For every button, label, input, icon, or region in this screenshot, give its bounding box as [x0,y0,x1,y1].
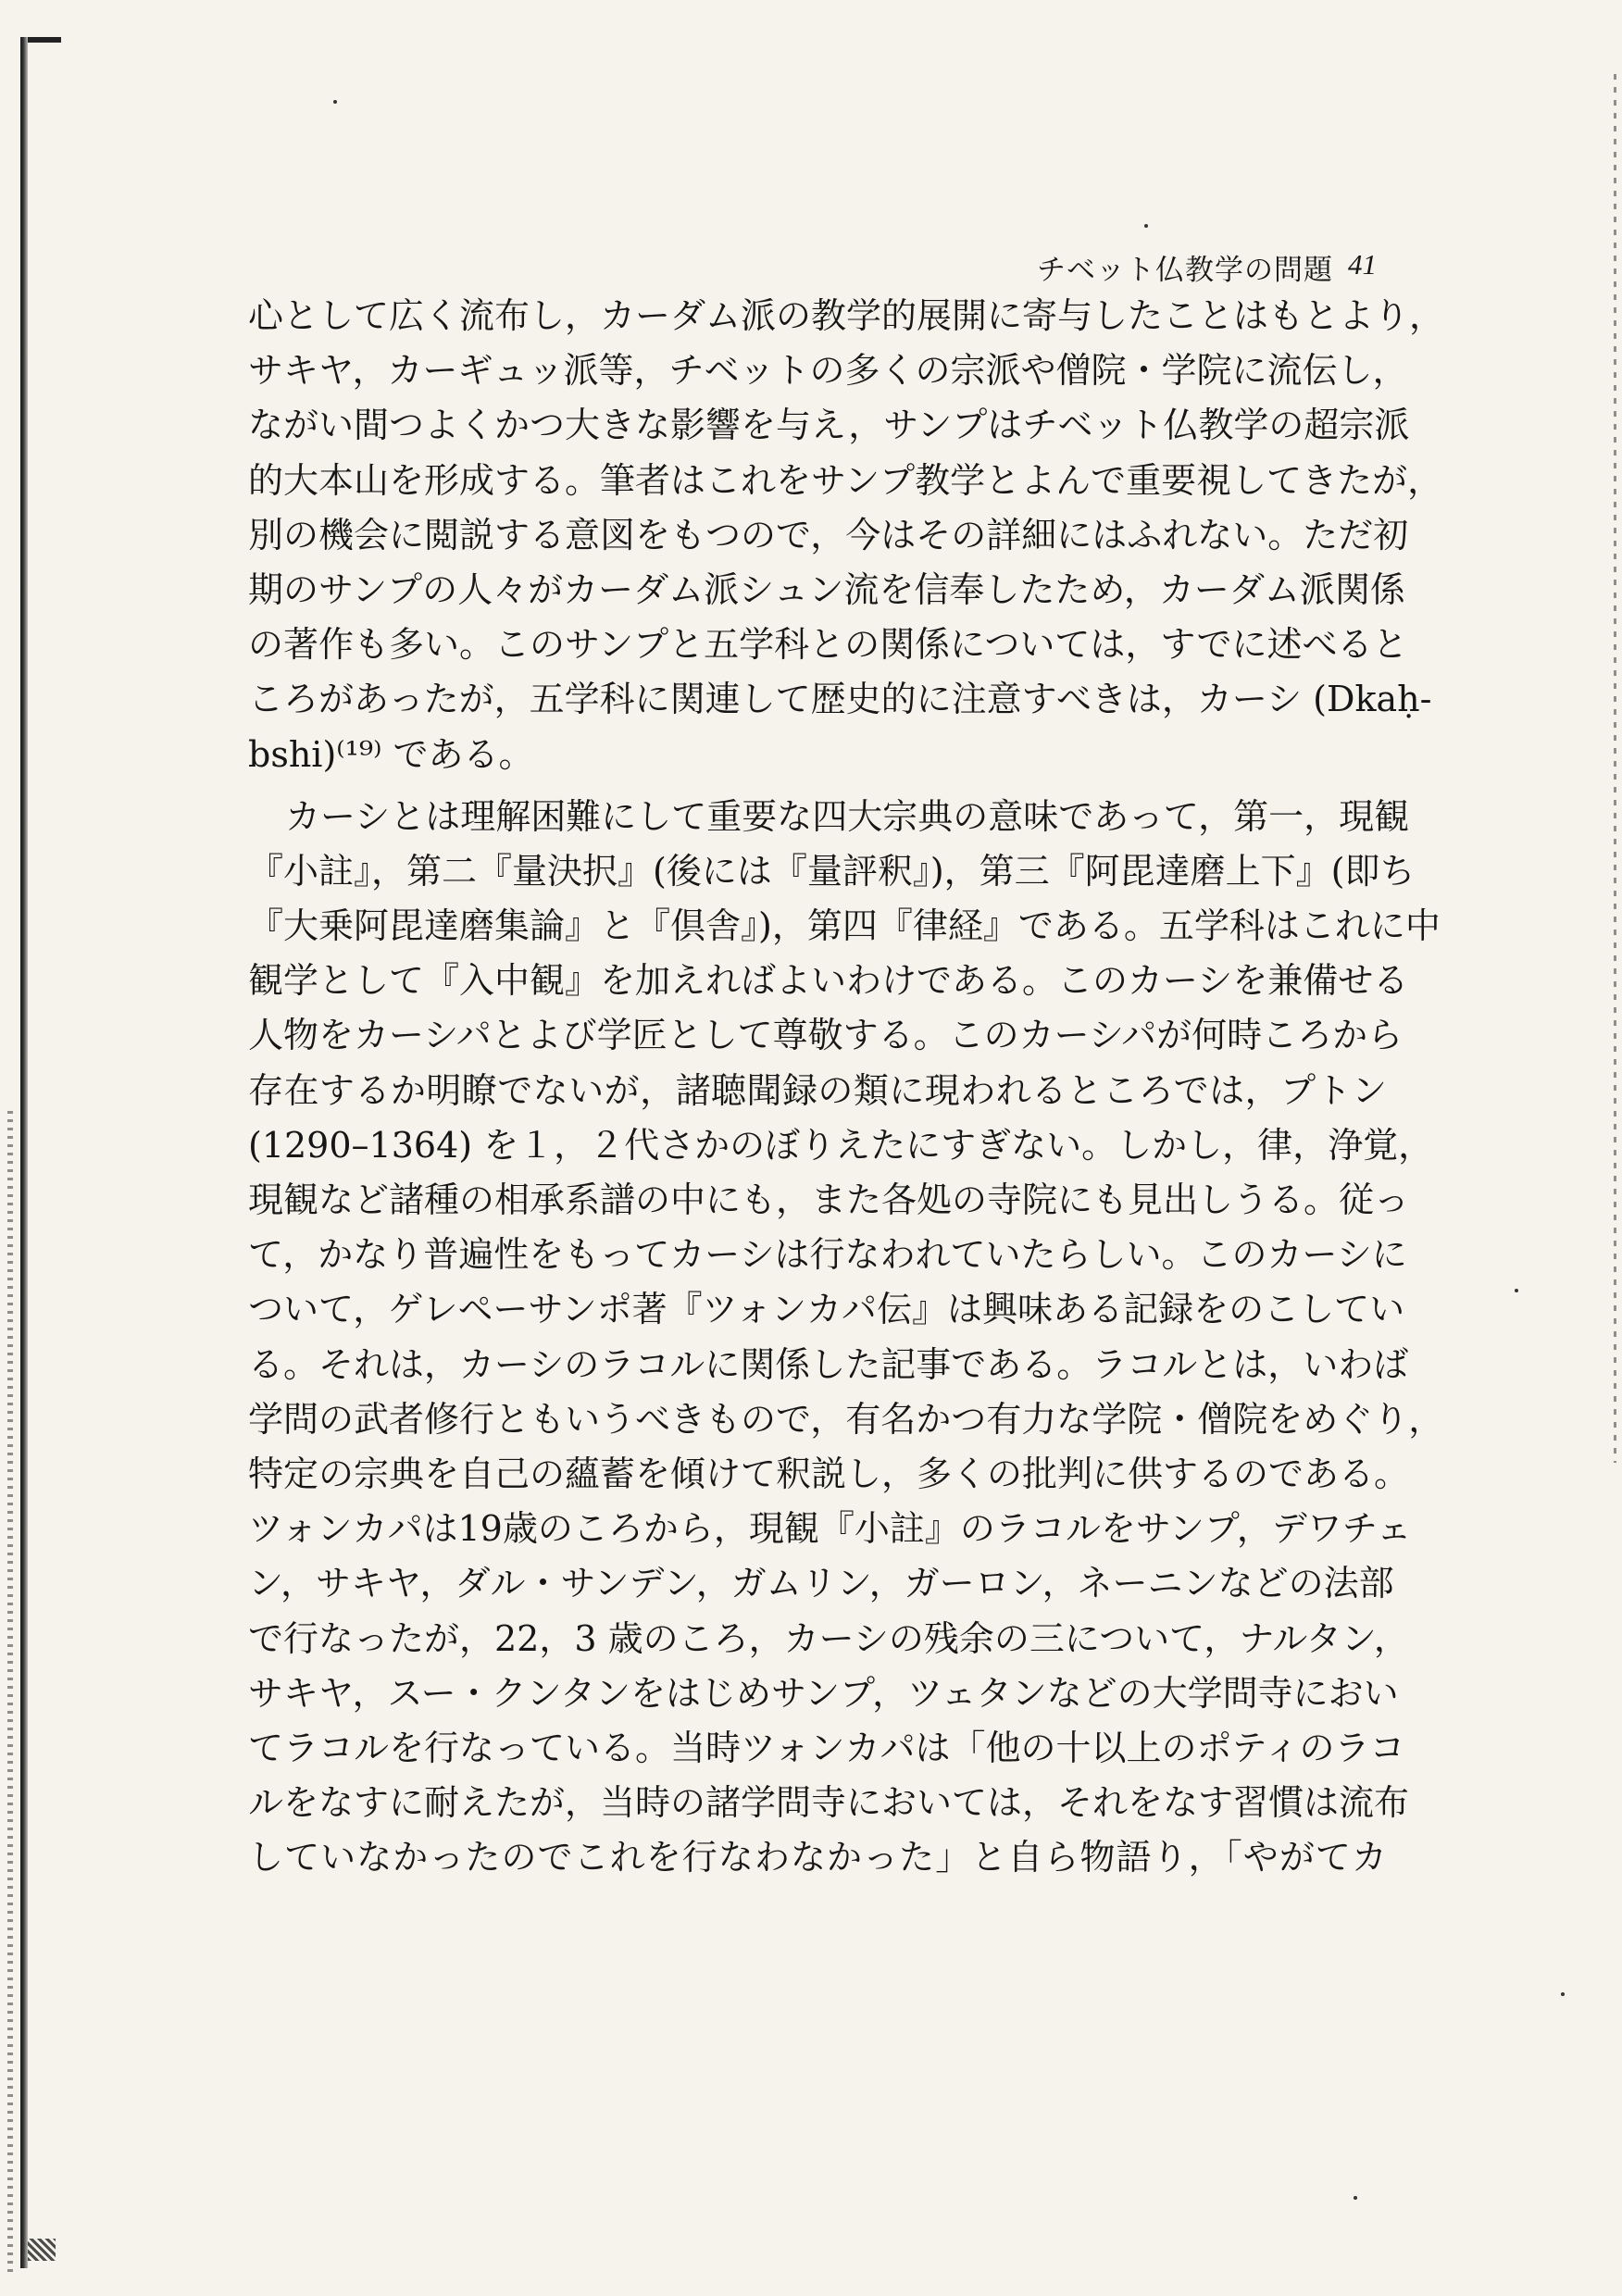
text-line: 観学として『入中観』を加えればよいわけである。このカーシを兼備せる [248,960,1409,1002]
text-line: していなかったのでこれを行なわなかった」と自ら物語り，「やがてカ [248,1837,1387,1878]
text-line: 別の機会に閲説する意図をもつので，今はその詳細にはふれない。ただ初 [248,514,1409,555]
text-line: で行なったが，22，3 歳のころ，カーシの残余の三について，ナルタン， [248,1617,1409,1659]
text-line: bshi)⁽¹⁹⁾ である。 [248,733,534,775]
text-line: 『小註』，第二『量決択』(後には『量評釈』)，第三『阿毘達磨上下』(即ち [248,850,1416,892]
scan-dust [1561,1992,1565,1996]
text-line: 学問の武者修行ともいうべきもので，有名かつ有力な学院・僧院をめぐり， [248,1398,1444,1440]
text-line: 期のサンプの人々がカーダム派シュン流を信奉したため，カーダム派関係 [248,568,1405,610]
text-line: 『大乗阿毘達磨集論』と『倶舎』)，第四『律経』である。五学科はこれに中 [248,905,1441,947]
text-line: ながい間つよくかつ大きな影響を与え，サンプはチベット仏教学の超宗派 [248,405,1410,446]
text-line: 存在するか明瞭でないが，諸聴聞録の類に現われるところでは，プトン [248,1069,1387,1111]
scan-dust [1354,2196,1357,2200]
text-line: カーシとは理解困難にして重要な四大宗典の意味であって，第一，現観 [285,795,1410,837]
text-line: サキヤ，カーギュッ派等，チベットの多くの宗派や僧院・学院に流伝し， [248,350,1408,392]
body-text [248,289,1445,1885]
scan-corner-mark [28,2239,56,2261]
paragraph-gap [248,782,1387,790]
paragraph [248,790,1444,1886]
text-line: てラコルを行なっている。当時ツォンカパは「他の十以上のポティのラコ [248,1727,1405,1768]
scan-edge-speckle [7,1111,13,2277]
scan-dust [1515,1289,1518,1292]
text-line: 現観など諸種の相承系譜の中にも，また各処の寺院にも見出しうる。従っ [248,1179,1410,1220]
text-line: サキヤ，スー・クンタンをはじめサンプ，ツェタンなどの大学問寺におい [248,1672,1399,1714]
paragraph [248,289,1445,782]
text-line: ン，サキヤ，ダル・サンデン，ガムリン，ガーロン，ネーニンなどの法部 [248,1563,1394,1604]
text-line: 心として広く流布し，カーダム派の教学的展開に寄与したことはもとより， [248,295,1445,336]
text-line: 人物をカーシパとよび学匠として尊敬する。このカーシパが何時ころから [248,1015,1404,1056]
text-line: 特定の宗典を自己の蘊蓄を傾けて釈説し，多くの批判に供するのである。 [248,1453,1410,1494]
text-line: ついて，ゲレペーサンポ著『ツォンカパ伝』は興味ある記録をのこしてい [248,1289,1405,1330]
running-head: チベット仏教学の問題 [1037,254,1333,287]
text-line: の著作も多い。このサンプと五学科との関係については，すでに述べると [248,624,1408,666]
text-line: て，かなり普遍性をもってカーシは行なわれていたらしい。このカーシに [248,1234,1407,1276]
scan-binding-mark [28,37,61,43]
scan-right-edge [1614,74,1616,1463]
text-line: ツォンカパは19歳のころから，現観『小註』のラコルをサンプ，デワチェ [248,1508,1412,1550]
text-line: る。それは，カーシのラコルに関係した記事である。ラコルとは，いわば [248,1343,1409,1385]
scan-dust [1144,224,1148,228]
scan-dust [333,100,337,104]
page-number: 41 [1348,248,1377,281]
text-line: (1290–1364) を１，２代さかのぼりえたにすぎない。しかし，律，浄覚， [248,1124,1434,1166]
scan-binding-shadow [20,37,28,2268]
text-line: ころがあったが，五学科に関連して歴史的に注意すべきは，カーシ (Dkaḥ- [248,679,1432,720]
text-line: 的大本山を形成する。筆者はこれをサンプ教学とよんで重要視してきたが， [248,459,1443,501]
text-line: ルをなすに耐えたが，当時の諸学問寺においては，それをなす習慣は流布 [248,1782,1410,1824]
